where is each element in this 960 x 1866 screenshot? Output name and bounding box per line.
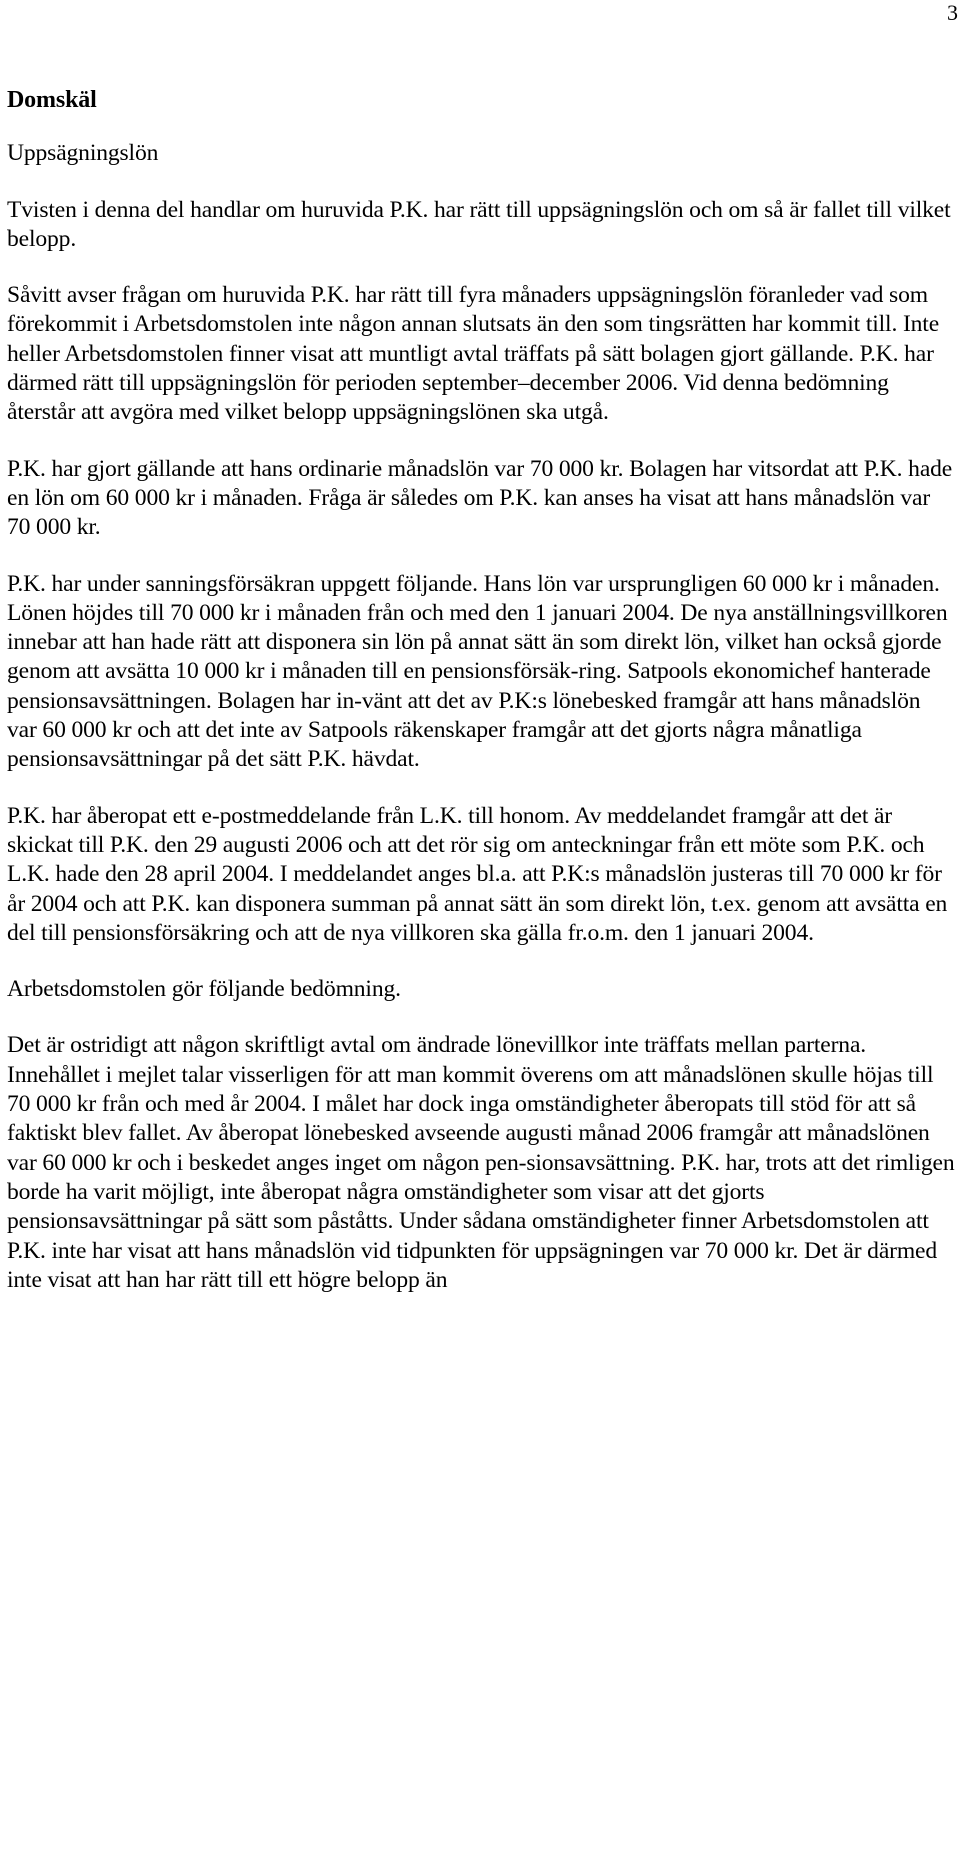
paragraph-5: P.K. har åberopat ett e-postmeddelande från L.K. till honom. Av meddelandet framgår att det är skickat till P.K. den 29 augusti 2006 och att det rör sig om anteckningar från ett möte som P.K. och L.K. hade den 28 april 2004. I meddelandet anges bl.a. att P.K:s månadslön justeras till 70 000 kr för år 2004 och att P.K. kan disponera summan på annat sätt än som direkt lön, t.ex. genom att avsätta en del till pensionsförsäkring och att de nya villkoren ska gälla fr.o.m. den 1 januari 2004. bbox=[7, 802, 948, 946]
document-body bbox=[7, 86, 955, 1322]
paragraph-4: P.K. har under sanningsförsäkran uppgett följande. Hans lön var ursprungligen 60 000 kr i månaden. Lönen höjdes till 70 000 kr i månaden från och med den 1 januari 2004. De nya anställningsvillkoren innebar att han hade rätt att disponera sin lön på annat sätt än som direkt lön, vilket han också gjorde genom att avsätta 10 000 kr i månaden till en pensionsförsäk-ring. Satpools ekonomichef hanterade pensionsavsättningen. Bolagen har in-vänt att det av P.K:s lönebesked framgår att hans månadslön var 60 000 kr och att det inte av Satpools räkenskaper framgår att det gjorts några månatliga pensionsavsättningar på det sätt P.K. hävdat. bbox=[7, 570, 948, 773]
paragraph-1: Tvisten i denna del handlar om huruvida P.K. har rätt till uppsägningslön och om så är fallet till vilket belopp. bbox=[7, 196, 951, 252]
paragraph-2: Såvitt avser frågan om huruvida P.K. har rätt till fyra månaders uppsägningslön föranleder vad som förekommit i Arbetsdomstolen inte någon annan slutsats än den som tingsrätten har kommit till. Inte heller Arbetsdomstolen finner visat att muntligt avtal träffats på sätt bolagen gjort gällande. P.K. har därmed rätt till uppsägningslön för perioden september–december 2006. Vid denna bedömning återstår att avgöra med vilket belopp uppsägningslönen ska utgå. bbox=[7, 282, 940, 426]
paragraph-6: Arbetsdomstolen gör följande bedömning. bbox=[7, 976, 401, 1003]
paragraph-3: P.K. har gjort gällande att hans ordinarie månadslön var 70 000 kr. Bolagen har vitsordat att P.K. hade en lön om 60 000 kr i månaden. Fråga är således om P.K. kan anses ha visat att hans månadslön var 70 000 kr. bbox=[7, 455, 953, 541]
page-number: 3 bbox=[947, 0, 958, 25]
paragraph-7: Det är ostridigt att någon skriftligt avtal om ändrade lönevillkor inte träffats mellan parterna. Innehållet i mejlet talar visserligen för att man kommit överens om att månadslönen skulle höjas till 70 000 kr från och med år 2004. I målet har dock inga omständigheter åberopats till stöd för att så faktiskt blev fallet. Av åberopat lönebesked avseende augusti månad 2006 framgår att månadslönen var 60 000 kr och i beskedet anges inget om någon pen-sionsavsättning. P.K. har, trots att det rimligen borde ha varit möjligt, inte åberopat några omständigheter som visar att det gjorts pensionsavsättningar på sätt som påståtts. Under sådana omständigheter finner Arbetsdomstolen att P.K. inte har visat att hans månadslön vid tidpunkten för uppsägningen var 70 000 kr. Det är därmed inte visat att han har rätt till ett högre belopp än bbox=[7, 1032, 955, 1293]
section-subheading: Uppsägningslön bbox=[7, 140, 159, 167]
section-heading: Domskäl bbox=[7, 87, 97, 113]
